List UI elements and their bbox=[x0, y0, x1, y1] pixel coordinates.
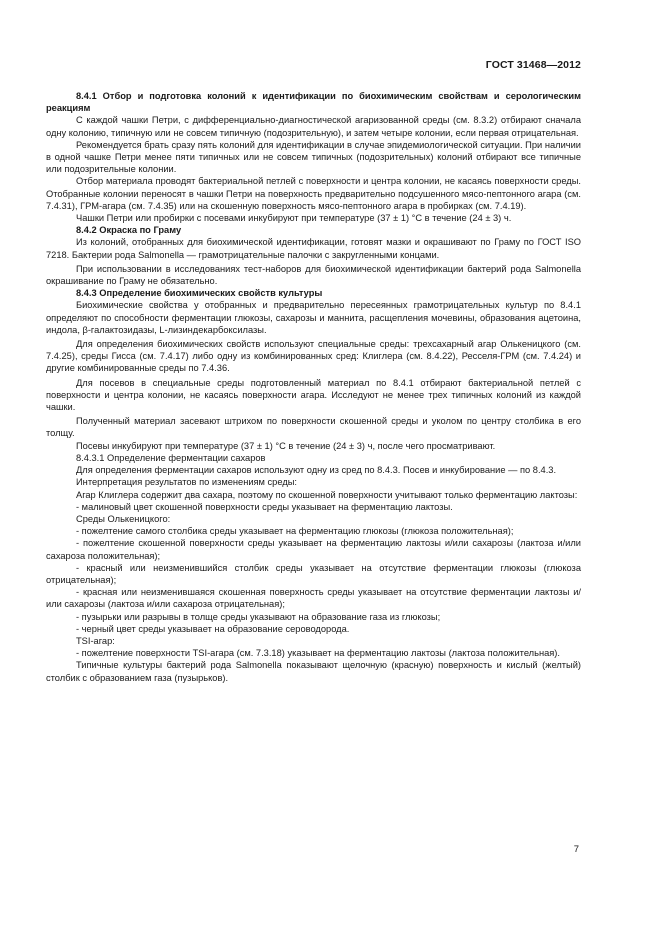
list-item: - черный цвет среды указывает на образование сероводорода. bbox=[76, 623, 350, 634]
list-item: - малиновый цвет скошенной поверхности среды указывает на ферментацию лактозы. bbox=[76, 501, 453, 512]
paragraph: Среды Олькеницкого: bbox=[76, 513, 171, 524]
list-item: - красный или неизменившийся столбик среды указывает на отсутствие ферментации глюкозы (глюкоза отрицательная); bbox=[46, 562, 581, 585]
section-heading-8-4-3: 8.4.3 Определение биохимических свойств культуры bbox=[76, 288, 323, 299]
list-item: - пузырьки или разрывы в толще среды указывают на образование газа из глюкозы; bbox=[76, 611, 441, 622]
list-item: - пожелтение поверхности TSI-агара (см. 7.3.18) указывает на ферментацию лактозы (лактоза положительная). bbox=[76, 648, 560, 659]
paragraph: С каждой чашки Петри, с дифференциально-диагностической агаризованной среды (см. 8.3.2) отбирают сначала одну колонию, типичную или не совсем типичную (подозрительную), и затем четыре колонии, если первая отрицательная. bbox=[46, 115, 581, 138]
document-code-header: ГОСТ 31468—2012 bbox=[485, 59, 581, 71]
page-number: 7 bbox=[573, 844, 579, 855]
subsection-heading-8-4-3-1: 8.4.3.1 Определение ферментации сахаров bbox=[76, 452, 266, 463]
document-body bbox=[46, 90, 581, 684]
paragraph: Полученный материал засевают штрихом по поверхности скошенной среды и уколом по центру столбика в его толщу. bbox=[46, 416, 581, 439]
paragraph: Чашки Петри или пробирки с посевами инкубируют при температуре (37 ± 1) °С в течение (24 ± 3) ч. bbox=[76, 213, 512, 224]
section-heading-8-4-1: 8.4.1 Отбор и подготовка колоний к идентификации по биохимическим свойствам и серологическим реакциям bbox=[46, 91, 581, 114]
paragraph: Для определения биохимических свойств используют специальные среды: трехсахарный агар Олькеницкого (см. 7.4.25), среды Гисса (см. 7.4.17) либо одну из комбинированных сред: Клиглера (см. 8.4.22), Ресселя-ГРМ (см. 7.4.24) и другие комбинированные среды по 7.4.36. bbox=[46, 339, 581, 374]
paragraph: Агар Клиглера содержит два сахара, поэтому по скошенной поверхности учитывают только ферментацию лактозы: bbox=[76, 489, 578, 500]
list-item: - пожелтение самого столбика среды указывает на ферментацию глюкозы (глюкоза положительная); bbox=[76, 526, 514, 537]
paragraph: Посевы инкубируют при температуре (37 ± 1) °С в течение (24 ± 3) ч, после чего просматривают. bbox=[76, 440, 496, 451]
list-item: - красная или неизменившаяся скошенная поверхность среды указывает на отсутствие ферментации лактозы и/или сахарозы (лактоза и/или сахароза отрицательная); bbox=[46, 587, 581, 610]
paragraph: Для определения ферментации сахаров используют одну из сред по 8.4.3. Посев и инкубирование — по 8.4.3. bbox=[76, 465, 557, 476]
paragraph: Типичные культуры бактерий рода Salmonella показывают щелочную (красную) поверхность и кислый (желтый) столбик с образованием газа (пузырьков). bbox=[46, 660, 581, 683]
paragraph: Биохимические свойства у отобранных и предварительно пересеянных грамотрицательных культур по 8.4.1 определяют по способности ферментации глюкозы, сахарозы и маннита, расщепления мочевины, образования ацетоина, индола, β-галактозидазы, L-лизиндекарбоксилазы. bbox=[46, 300, 581, 335]
paragraph: Отбор материала проводят бактериальной петлей с поверхности и центра колонии, не касаясь поверхности среды. Отобранные колонии переносят в чашки Петри на поверхность предварительно подсушенного мясо-пептонного агара (см. 7.4.31), ГРМ-агара (см. 7.4.35) или на скошенную поверхность мясо-пептонного агара в пробирках (см. 7.4.19). bbox=[46, 176, 581, 211]
paragraph: TSI-агар: bbox=[76, 635, 115, 646]
paragraph: Из колоний, отобранных для биохимической идентификации, готовят мазки и окрашивают по Граму по ГОСТ ISO 7218. Бактерии рода Salmonella — грамотрицательные палочки с закругленными концами. bbox=[46, 237, 581, 260]
paragraph: Рекомендуется брать сразу пять колоний для идентификации в случае эпидемиологической ситуации. При наличии в одной чашке Петри менее пяти типичных или не совсем типичных (подозрительных) колоний отбирают все типичные или подозрительные колонии. bbox=[46, 139, 581, 175]
section-heading-8-4-2: 8.4.2 Окраска по Граму bbox=[76, 225, 182, 236]
paragraph: При использовании в исследованиях тест-наборов для биохимической идентификации бактерий рода Salmonella окрашивание по Граму не обязательно. bbox=[46, 263, 581, 287]
paragraph: Для посевов в специальные среды подготовленный материал по 8.4.1 отбирают бактериальной петлей с поверхности и центра колонии, не касаясь поверхности агара. Исследуют не менее трех типичных колоний из каждой чашки. bbox=[46, 377, 581, 413]
list-item: - пожелтение скошенной поверхности среды указывает на ферментацию лактозы и/или сахарозы (лактоза и/или сахароза положительная); bbox=[46, 538, 581, 561]
paragraph: Интерпретация результатов по изменениям среды: bbox=[76, 477, 298, 488]
